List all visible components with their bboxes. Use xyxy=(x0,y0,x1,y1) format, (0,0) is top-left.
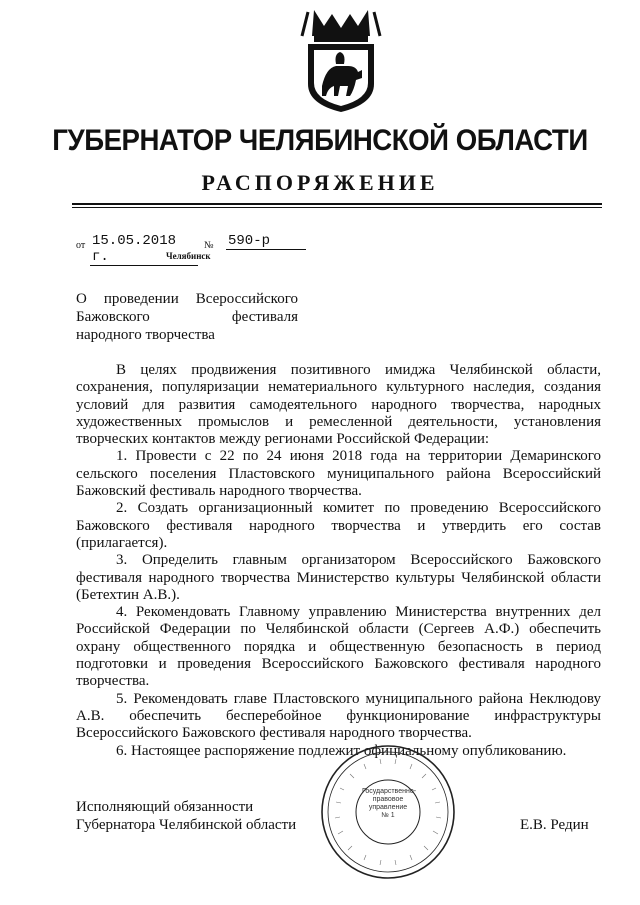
stamp-line: управление xyxy=(368,804,408,811)
stamp-line: № 1 xyxy=(381,812,395,819)
body-preamble: В целях продвижения позитивного имиджа Челябинской области, сохранения, популяризации нематериального культурного наследия, создания условий для развития самодеятельного народного творчества, народных художественных промыслов и ремесленной деятельности, установления творческих контактов между регионами Российской Федерации: xyxy=(76,362,601,448)
number-label: № xyxy=(204,240,214,251)
document-date: 15.05.2018 г. xyxy=(90,233,198,266)
document-meta xyxy=(76,233,376,263)
signer-position: Исполняющий обязанности xyxy=(76,799,254,815)
subject-line: народного творчества xyxy=(76,327,215,343)
body-item-4: 4. Рекомендовать Главному управлению Министерства внутренних дел Российской Федерации по Челябинской области (Сергеев А.Ф.) обеспечить охрану общественного порядка и общественную безопасность в период подготовки и проведения Всероссийского Бажовского фестиваля народного творчества. xyxy=(76,604,601,690)
body-item-5: 5. Рекомендовать главе Пластовского муниципального района Неклюдову А.В. обеспечить бесперебойное функционирование инфраструктуры Всероссийского Бажовского фестиваля народного творчества. xyxy=(76,690,601,742)
stamp-line: правовое xyxy=(372,796,404,803)
signature-block xyxy=(76,798,316,834)
authority-title: ГУБЕРНАТОР ЧЕЛЯБИНСКОЙ ОБЛАСТИ xyxy=(52,124,588,157)
header-rule-thin xyxy=(72,207,602,208)
body-item-6: 6. Настоящее распоряжение подлежит официальному опубликованию. xyxy=(116,742,567,759)
body-item-2: 2. Создать организационный комитет по проведению Всероссийского Бажовского фестиваля народного творчества и утвердить его состав (прилагается). xyxy=(76,500,601,551)
signer-name: Е.В. Редин xyxy=(520,817,589,833)
document-number: 590-р xyxy=(226,233,306,250)
document-type: РАСПОРЯЖЕНИЕ xyxy=(201,170,439,195)
from-label: от xyxy=(76,240,86,251)
document-city: Челябинск xyxy=(166,251,211,261)
coat-of-arms-icon xyxy=(296,6,386,116)
subject-line: Бажовского фестиваля xyxy=(76,309,298,325)
subject-line: О проведении Всероссийского xyxy=(76,291,298,307)
stamp-line: Государственно- xyxy=(362,788,417,795)
document-subject xyxy=(76,290,298,344)
header-rule xyxy=(72,203,602,205)
body-item-1: 1. Провести с 22 по 24 июня 2018 года на территории Демаринского сельского поселения Пластовского муниципального района Всероссийский Бажовский фестиваль народного творчества. xyxy=(76,448,601,500)
stamp-center-text xyxy=(362,788,417,820)
document-body xyxy=(76,362,601,760)
signer-position: Губернатора Челябинской области xyxy=(76,817,297,833)
body-item-3: 3. Определить главным организатором Всероссийского Бажовского фестиваля народного творчества Министерство культуры Челябинской области (Бетехтин А.В.). xyxy=(76,552,601,603)
